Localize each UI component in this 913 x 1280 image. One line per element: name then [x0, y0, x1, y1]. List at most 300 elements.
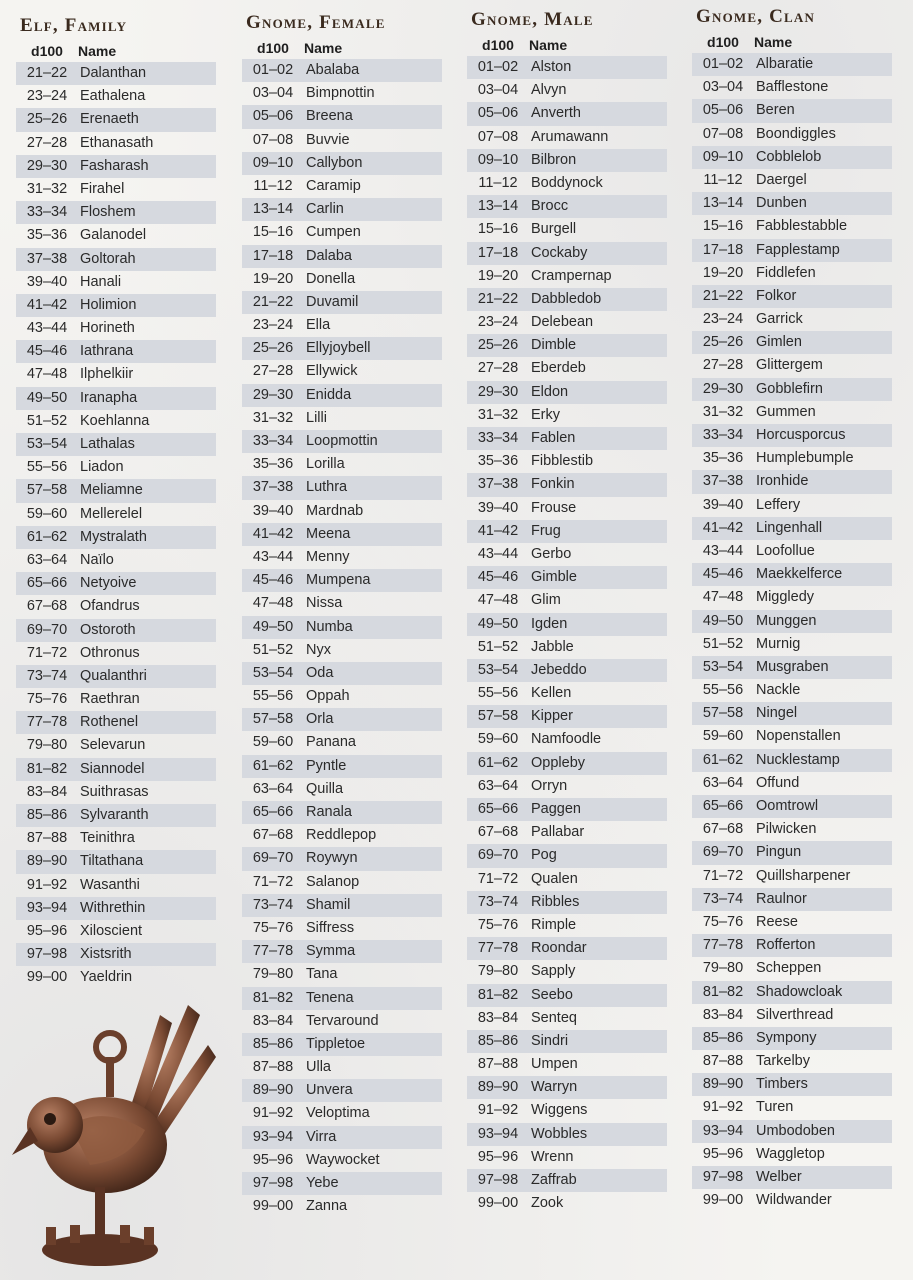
- table-row: [16, 155, 216, 178]
- roll-range: 31–32: [252, 409, 294, 426]
- table-row: [467, 334, 667, 357]
- table-row: [467, 659, 667, 682]
- table-row: [467, 914, 667, 937]
- table-row: [467, 798, 667, 821]
- name-cell: Siannodel: [80, 760, 145, 777]
- table-row: [467, 450, 667, 473]
- table-row: [467, 589, 667, 612]
- roll-range: 39–40: [252, 502, 294, 519]
- roll-range: 85–86: [26, 807, 68, 823]
- name-cell: Ellyjoybell: [306, 340, 371, 357]
- name-cell: Caramip: [306, 177, 361, 194]
- table-header: [242, 37, 442, 59]
- roll-range: 01–02: [702, 56, 744, 72]
- name-cell: Sapply: [531, 963, 576, 980]
- table-row: [467, 636, 667, 659]
- roll-range: 53–54: [477, 661, 519, 678]
- name-cell: Rothenel: [80, 714, 139, 731]
- name-cell: Nissa: [306, 595, 343, 612]
- name-cell: Symma: [306, 943, 356, 960]
- roll-range: 13–14: [477, 198, 519, 215]
- table-row: [467, 102, 667, 125]
- name-cell: Oppleby: [531, 754, 586, 771]
- name-cell: Tiltathana: [80, 853, 144, 870]
- roll-range: 05–06: [252, 108, 294, 125]
- name-cell: Wildwander: [756, 1192, 832, 1209]
- table-row: [467, 937, 667, 960]
- roll-range: 35–36: [26, 227, 68, 244]
- table-header: [692, 31, 892, 53]
- table-row: [467, 1146, 667, 1169]
- name-cell: Floshem: [80, 204, 136, 221]
- roll-range: 75–76: [702, 913, 744, 930]
- table-row: [692, 865, 892, 888]
- name-cell: Nucklestamp: [756, 751, 840, 768]
- name-cell: Dimble: [531, 337, 577, 354]
- roll-range: 43–44: [252, 548, 294, 565]
- table-row: [467, 775, 667, 798]
- name-cell: Cockaby: [531, 244, 588, 261]
- name-cell: Iranapha: [80, 389, 138, 406]
- name-cell: Enidda: [306, 386, 352, 403]
- table-row: [242, 314, 442, 337]
- table-row: [692, 1073, 892, 1096]
- roll-range: 83–84: [26, 783, 68, 800]
- table-row: [16, 132, 216, 155]
- name-cell: Ella: [306, 317, 331, 334]
- name-cell: Sylvaranth: [80, 807, 149, 823]
- table-row: [692, 586, 892, 609]
- roll-range: 53–54: [26, 436, 68, 452]
- table-row: [692, 517, 892, 540]
- table-row: [467, 473, 667, 496]
- table-row: [16, 874, 216, 897]
- roll-range: 33–34: [477, 430, 519, 446]
- table-row: [692, 146, 892, 169]
- roll-range: 81–82: [26, 760, 68, 777]
- name-cell: Menny: [306, 548, 350, 565]
- header-roll: d100: [707, 34, 739, 50]
- table-header: [16, 40, 216, 62]
- roll-range: 51–52: [477, 638, 519, 655]
- roll-range: 81–82: [477, 986, 519, 1003]
- name-cell: Orla: [306, 711, 334, 728]
- table-row: [467, 728, 667, 751]
- name-cell: Ranala: [306, 804, 352, 820]
- table-row: [242, 569, 442, 592]
- roll-range: 55–56: [702, 682, 744, 699]
- table-row: [467, 126, 667, 149]
- name-cell: Lilli: [306, 409, 327, 426]
- table-row: [16, 758, 216, 781]
- table-row: [16, 85, 216, 108]
- name-cell: Wiggens: [531, 1102, 588, 1119]
- roll-range: 21–22: [252, 293, 294, 310]
- name-cell: Luthra: [306, 479, 348, 496]
- name-cell: Lorilla: [306, 456, 345, 473]
- table-row: [692, 192, 892, 215]
- name-cell: Duvamil: [306, 293, 359, 310]
- table-row: [692, 841, 892, 864]
- table-row: [467, 1076, 667, 1099]
- table-row: [242, 430, 442, 453]
- roll-range: 97–98: [702, 1169, 744, 1185]
- name-cell: Anverth: [531, 105, 581, 122]
- table-row: [16, 433, 216, 456]
- roll-range: 57–58: [477, 708, 519, 725]
- roll-range: 23–24: [252, 317, 294, 334]
- table-row: [467, 311, 667, 334]
- roll-range: 15–16: [477, 221, 519, 238]
- table-row: [467, 1192, 667, 1215]
- name-cell: Erky: [531, 406, 560, 423]
- roll-range: 71–72: [26, 644, 68, 661]
- name-cell: Ostoroth: [80, 621, 136, 638]
- table-row: [242, 175, 442, 198]
- name-cell: Oppah: [306, 688, 350, 705]
- name-cell: Beren: [756, 102, 795, 119]
- table-row: [467, 821, 667, 844]
- roll-range: 67–68: [26, 598, 68, 615]
- name-cell: Quillsharpener: [756, 867, 851, 884]
- roll-range: 49–50: [26, 389, 68, 406]
- table-row: [16, 503, 216, 526]
- roll-range: 25–26: [477, 337, 519, 354]
- roll-range: 95–96: [477, 1148, 519, 1165]
- table-row: [16, 734, 216, 757]
- roll-range: 47–48: [477, 592, 519, 609]
- name-cell: Ironhide: [756, 473, 809, 490]
- table-row: [16, 248, 216, 271]
- table-row: [16, 711, 216, 734]
- table-row: [692, 610, 892, 633]
- roll-range: 57–58: [26, 482, 68, 499]
- roll-range: 03–04: [252, 85, 294, 102]
- table-row: [692, 494, 892, 517]
- name-cell: Tippletoe: [306, 1035, 366, 1052]
- roll-range: 89–90: [477, 1079, 519, 1096]
- name-cell: Bilbron: [531, 151, 577, 168]
- table-row: [16, 595, 216, 618]
- table-row: [242, 708, 442, 731]
- name-cell: Fiddlefen: [756, 264, 816, 281]
- table-row: [692, 656, 892, 679]
- name-cell: Gimble: [531, 569, 577, 586]
- roll-range: 13–14: [702, 195, 744, 212]
- name-cell: Pyntle: [306, 757, 347, 774]
- roll-range: 47–48: [252, 595, 294, 612]
- name-cell: Othronus: [80, 644, 140, 661]
- name-cell: Wrenn: [531, 1148, 574, 1165]
- roll-range: 21–22: [702, 287, 744, 304]
- name-cell: Crampernap: [531, 267, 612, 284]
- name-cell: Warryn: [531, 1079, 578, 1096]
- table-row: [242, 1079, 442, 1102]
- name-cell: Roywyn: [306, 850, 358, 867]
- name-cell: Erenaeth: [80, 111, 139, 128]
- roll-range: 23–24: [702, 311, 744, 328]
- roll-range: 29–30: [26, 157, 68, 174]
- table-row: [692, 818, 892, 841]
- roll-range: 79–80: [702, 960, 744, 977]
- roll-range: 61–62: [252, 757, 294, 774]
- name-cell: Mellerelel: [80, 505, 143, 522]
- roll-range: 39–40: [26, 273, 68, 290]
- roll-range: 25–26: [702, 334, 744, 351]
- name-cell: Veloptima: [306, 1105, 370, 1122]
- header-name: Name: [78, 43, 117, 59]
- table-row: [692, 563, 892, 586]
- name-cell: Frouse: [531, 499, 577, 516]
- roll-range: 37–38: [477, 476, 519, 493]
- table-row: [692, 749, 892, 772]
- roll-range: 91–92: [477, 1102, 519, 1119]
- table-row: [692, 981, 892, 1004]
- table-row: [16, 619, 216, 642]
- roll-range: 59–60: [26, 505, 68, 522]
- name-cell: Shamil: [306, 896, 351, 913]
- name-cell: Shadowcloak: [756, 983, 843, 1000]
- name-cell: Carlin: [306, 201, 344, 218]
- table-gnome-clan: [692, 3, 892, 1212]
- name-cell: Umpen: [531, 1056, 578, 1073]
- table-row: [242, 592, 442, 615]
- roll-range: 45–46: [26, 343, 68, 360]
- name-cell: Musgraben: [756, 658, 829, 675]
- name-cell: Dalanthan: [80, 65, 147, 81]
- table-row: [16, 966, 216, 989]
- name-cell: Roondar: [531, 940, 587, 957]
- name-cell: Koehlanna: [80, 412, 150, 429]
- roll-range: 11–12: [253, 177, 293, 194]
- table-row: [467, 79, 667, 102]
- table-row: [242, 1056, 442, 1079]
- name-cell: Pilwicken: [756, 821, 817, 838]
- table-row: [467, 404, 667, 427]
- table-row: [467, 265, 667, 288]
- table-row: [467, 752, 667, 775]
- table-row: [16, 549, 216, 572]
- roll-range: 53–54: [252, 664, 294, 681]
- name-cell: Yaeldrin: [80, 969, 133, 986]
- roll-range: 49–50: [252, 618, 294, 635]
- name-cell: Oomtrowl: [756, 798, 819, 814]
- name-cell: Orryn: [531, 777, 568, 794]
- name-cell: Wasanthi: [80, 876, 140, 893]
- name-cell: Delebean: [531, 314, 594, 331]
- table-row: [467, 682, 667, 705]
- roll-range: 17–18: [477, 244, 519, 261]
- name-cell: Raulnor: [756, 890, 807, 907]
- table-row: [467, 543, 667, 566]
- name-cell: Tana: [306, 966, 338, 983]
- table-row: [16, 827, 216, 850]
- table-row: [16, 178, 216, 201]
- table-row: [242, 152, 442, 175]
- table-row: [692, 957, 892, 980]
- roll-range: 11–12: [478, 174, 518, 191]
- name-cell: Waywocket: [306, 1151, 380, 1168]
- table-row: [692, 331, 892, 354]
- table-row: [242, 755, 442, 778]
- roll-range: 11–12: [703, 171, 743, 188]
- roll-range: 25–26: [26, 111, 68, 128]
- name-cell: Horcusporcus: [756, 427, 846, 443]
- name-cell: Breena: [306, 108, 353, 125]
- table-row: [692, 795, 892, 818]
- name-cell: Iathrana: [80, 343, 134, 360]
- table-row: [242, 685, 442, 708]
- name-cell: Offund: [756, 774, 800, 791]
- roll-range: 45–46: [702, 566, 744, 583]
- roll-range: 07–08: [702, 125, 744, 142]
- roll-range: 31–32: [702, 403, 744, 420]
- roll-range: 59–60: [477, 731, 519, 748]
- name-cell: Suithrasas: [80, 783, 149, 800]
- table-row: [692, 354, 892, 377]
- table-row: [692, 239, 892, 262]
- name-cell: Turen: [756, 1099, 794, 1116]
- roll-range: 59–60: [702, 728, 744, 745]
- stand-base: [42, 1234, 158, 1266]
- name-cell: Boondiggles: [756, 125, 836, 142]
- roll-range: 79–80: [252, 966, 294, 983]
- name-cell: Zook: [531, 1195, 564, 1212]
- roll-range: 47–48: [26, 366, 68, 383]
- roll-range: 55–56: [26, 459, 68, 476]
- roll-range: 43–44: [477, 545, 519, 562]
- name-cell: Callybon: [306, 154, 363, 171]
- roll-range: 35–36: [252, 456, 294, 473]
- roll-range: 41–42: [702, 519, 744, 536]
- name-cell: Loofollue: [756, 542, 815, 559]
- clockwork-bird-illustration: [10, 995, 225, 1275]
- roll-range: 73–74: [26, 667, 68, 684]
- name-cell: Tarkelby: [756, 1053, 810, 1070]
- roll-range: 19–20: [477, 267, 519, 284]
- name-cell: Abalaba: [306, 62, 360, 78]
- table-row: [692, 633, 892, 656]
- table-row: [16, 363, 216, 386]
- roll-range: 77–78: [702, 937, 744, 954]
- name-cell: Nopenstallen: [756, 728, 841, 745]
- table-row: [16, 456, 216, 479]
- roll-range: 93–94: [26, 899, 68, 916]
- name-cell: Horineth: [80, 320, 135, 337]
- roll-range: 37–38: [702, 473, 744, 490]
- table-row: [467, 149, 667, 172]
- table-row: [242, 476, 442, 499]
- header-roll: d100: [257, 40, 289, 56]
- name-cell: Buvvie: [306, 131, 350, 148]
- table-row: [467, 497, 667, 520]
- name-cell: Ofandrus: [80, 598, 140, 615]
- name-cell: Gobblefirn: [756, 380, 823, 397]
- roll-range: 17–18: [252, 247, 294, 264]
- table-row: [692, 934, 892, 957]
- table-row: [467, 705, 667, 728]
- table-row: [692, 1189, 892, 1212]
- name-cell: Xistsrith: [80, 946, 132, 963]
- roll-range: 99–00: [477, 1195, 519, 1212]
- roll-range: 25–26: [252, 340, 294, 357]
- name-cell: Glim: [531, 592, 561, 609]
- table-row: [692, 772, 892, 795]
- name-cell: Alston: [531, 59, 572, 75]
- roll-range: 63–64: [26, 551, 68, 568]
- table-row: [242, 546, 442, 569]
- roll-range: 83–84: [702, 1006, 744, 1023]
- name-cell: Murnig: [756, 635, 801, 652]
- roll-range: 77–78: [252, 943, 294, 960]
- roll-range: 51–52: [252, 641, 294, 658]
- roll-range: 57–58: [702, 705, 744, 722]
- name-cell: Panana: [306, 734, 356, 751]
- roll-range: 23–24: [26, 88, 68, 105]
- name-cell: Eathalena: [80, 88, 146, 105]
- table-row: [692, 53, 892, 76]
- table-row: [692, 424, 892, 447]
- roll-range: 67–68: [702, 821, 744, 838]
- name-cell: Eberdeb: [531, 360, 586, 377]
- roll-range: 01–02: [252, 62, 294, 78]
- table-row: [692, 169, 892, 192]
- roll-range: 97–98: [477, 1172, 519, 1188]
- table-row: [242, 778, 442, 801]
- name-cell: Ellywick: [306, 363, 358, 380]
- table-row: [467, 427, 667, 450]
- table-row: [467, 56, 667, 79]
- name-cell: Miggledy: [756, 589, 815, 606]
- table-row: [242, 1172, 442, 1195]
- table-row: [242, 917, 442, 940]
- table-row: [242, 731, 442, 754]
- name-cell: Folkor: [756, 287, 797, 304]
- table-row: [16, 781, 216, 804]
- table-row: [242, 847, 442, 870]
- roll-range: 71–72: [702, 867, 744, 884]
- header-name: Name: [529, 37, 568, 53]
- name-cell: Numba: [306, 618, 353, 635]
- table-row: [16, 271, 216, 294]
- table-row: [692, 1050, 892, 1073]
- table-row: [16, 62, 216, 85]
- roll-range: 35–36: [702, 450, 744, 467]
- name-cell: Tenena: [306, 989, 354, 1006]
- table-row: [16, 224, 216, 247]
- name-cell: Reese: [756, 913, 798, 930]
- name-cell: Sindri: [531, 1032, 569, 1049]
- name-cell: Kipper: [531, 708, 573, 725]
- roll-range: 61–62: [702, 751, 744, 768]
- table-body: [692, 53, 892, 1212]
- table-row: [242, 105, 442, 128]
- name-cell: Cobblelob: [756, 148, 822, 165]
- table-row: [467, 1123, 667, 1146]
- table-row: [467, 520, 667, 543]
- roll-range: 03–04: [702, 79, 744, 96]
- table-row: [467, 218, 667, 241]
- roll-range: 55–56: [252, 688, 294, 705]
- roll-range: 87–88: [252, 1059, 294, 1076]
- table-row: [692, 378, 892, 401]
- roll-range: 65–66: [26, 575, 68, 592]
- name-cell: Fasharash: [80, 157, 149, 174]
- name-cell: Holimion: [80, 296, 137, 313]
- name-cell: Reddlepop: [306, 827, 377, 844]
- name-cell: Leffery: [756, 496, 801, 513]
- table-row: [467, 1053, 667, 1076]
